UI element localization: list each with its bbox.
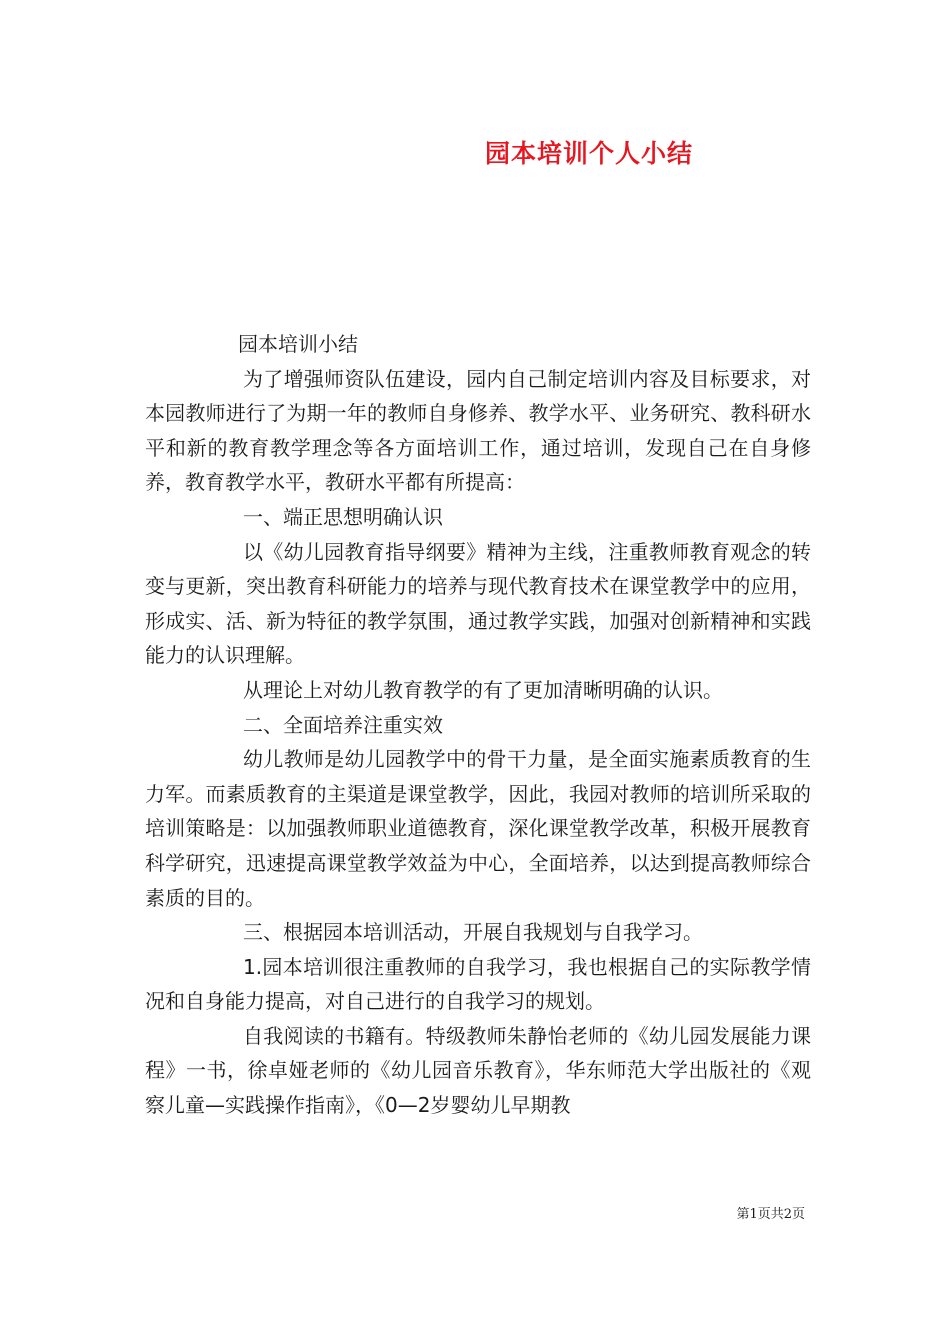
paragraph-section-2: 幼儿教师是幼儿园教学中的骨干力量，是全面实施素质教育的生力军。而素质教育的主渠道是课堂教学，因此，我园对教师的培训所采取的培训策略是：以加强教师职业道德教育，深化课堂教学改革，积极开展教育科学研究，迅速提高课堂教学效益为中心，全面培养，以达到提高教师综合素质的目的。 [145,747,811,910]
paragraph-section-1: 以《幼儿园教育指导纲要》精神为主线，注重教师教育观念的转变与更新，突出教育科研能力的培养与现代教育技术在课堂教学中的应用，形成实、活、新为特征的教学氛围，通过教学实践，加强对创新精神和实践能力的认识理解。 [145,539,811,668]
section-heading-1: 一、端正思想明确认识 [243,504,443,529]
page-number: 第1页共2页 [736,1207,805,1222]
paragraph-section-3-item-1: 1.园本培训很注重教师的自我学习，我也根据自己的实际教学情况和自身能力提高，对自己进行的自我学习的规划。 [145,954,811,1014]
document-title: 园本培训个人小结 [484,139,693,168]
paragraph-section-1-conclusion: 从理论上对幼儿教育教学的有了更加清晰明确的认识。 [243,677,723,702]
section-heading-2: 二、全面培养注重实效 [243,712,443,737]
paragraph-intro: 为了增强师资队伍建设，园内自己制定培训内容及目标要求，对本园教师进行了为期一年的教师自身修养、教学水平、业务研究、教科研水平和新的教育教学理念等各方面培训工作，通过培训，发现自己在自身修养，教育教学水平，教研水平都有所提高： [145,366,811,495]
paragraph-reading-list: 自我阅读的书籍有。特级教师朱静怡老师的《幼儿园发展能力课程》一书，徐卓娅老师的《幼儿园音乐教育》，华东师范大学出版社的《观察儿童—实践操作指南》，《0—2岁婴幼儿早期教 [145,1023,811,1118]
document-body [145,327,811,1123]
section-heading-3: 三、根据园本培训活动，开展自我规划与自我学习。 [243,920,703,945]
paragraph-subtitle: 园本培训小结 [238,332,358,356]
